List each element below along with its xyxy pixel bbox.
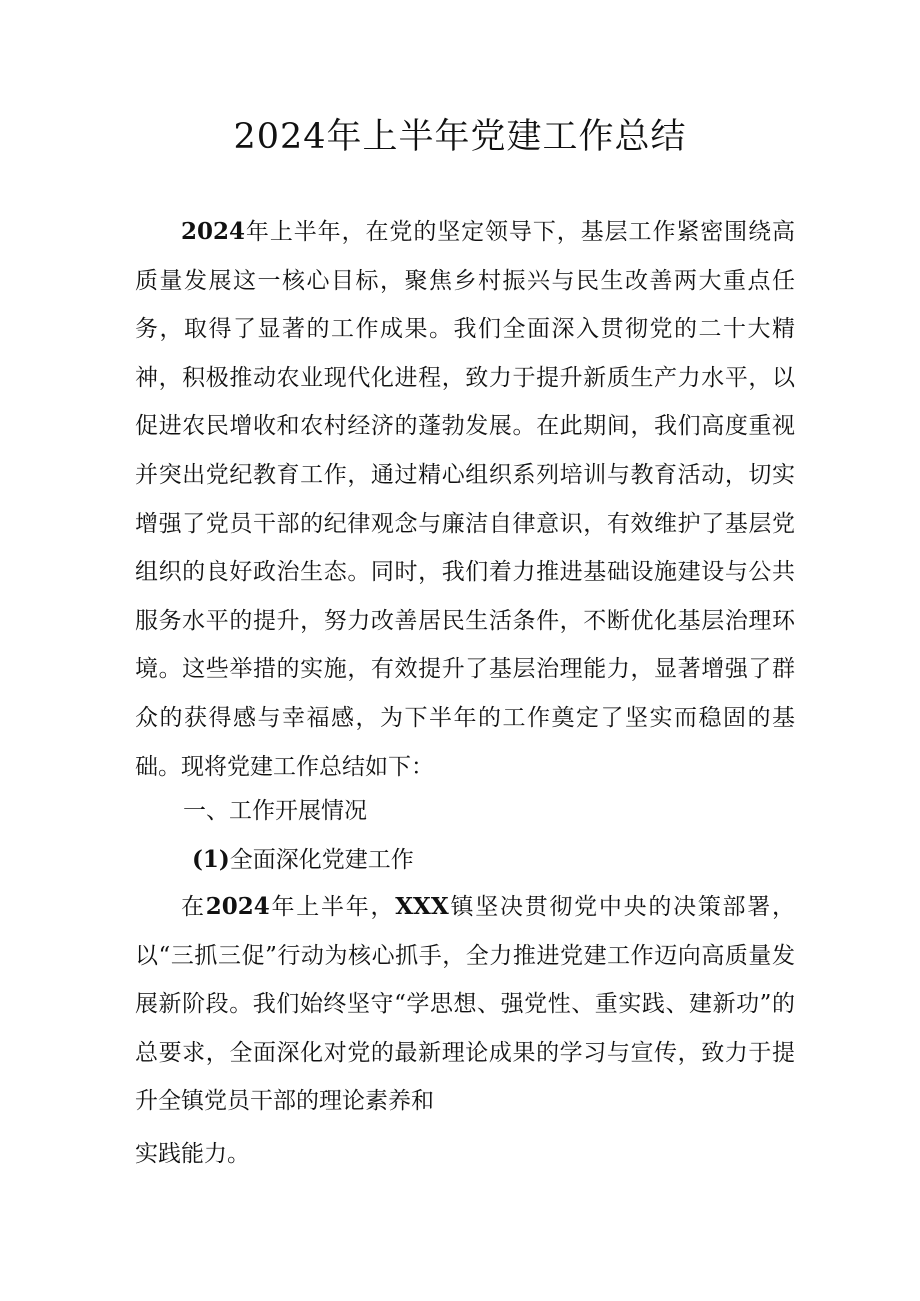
paragraph-mid: 年上半年， xyxy=(269,894,396,920)
paragraph-year: 2024 xyxy=(205,893,270,920)
section-heading: 一、工作开展情况 xyxy=(183,798,367,824)
intro-year: 2024 xyxy=(181,218,246,245)
paragraph-lead: 在 xyxy=(181,894,206,920)
intro-paragraph xyxy=(135,208,795,791)
paragraph-text: 镇坚决贯彻党中央的决策部署，以“三抓三促”行动为核心抓手，全力推进党建工作迈向高质量发展新阶段。我们始终坚守“学思想、强党性、重实践、建新功”的总要求，全面深化对党的最新理论成果的学习与宣传，致力于提升全镇党员干部的理论素养和 xyxy=(135,894,796,1115)
subsection-heading xyxy=(192,836,792,885)
body-paragraph xyxy=(135,883,795,1126)
town-name: XXX xyxy=(395,893,449,920)
intro-text: 年上半年，在党的坚定领导下，基层工作紧密围绕高质量发展这一核心目标，聚焦乡村振兴与民生改善两大重点任务，取得了显著的工作成果。我们全面深入贯彻党的二十大精神，积极推动农业现代化进程，致力于提升新质生产力水平，以促进农民增收和农村经济的蓬勃发展。在此期间，我们高度重视并突出党纪教育工作，通过精心组织系列培训与教育活动，切实增强了党员干部的纪律观念与廉洁自律意识，有效维护了基层党组织的良好政治生态。同时，我们着力推进基础设施建设与公共服务水平的提升，努力改善居民生活条件，不断优化基层治理环境。这些举措的实施，有效提升了基层治理能力，显著增强了群众的获得感与幸福感，为下半年的工作奠定了坚实而稳固的基础。现将党建工作总结如下： xyxy=(135,219,795,780)
subsection-title: 全面深化党建工作 xyxy=(229,847,414,873)
body-paragraph-continuation: 实践能力。 xyxy=(135,1141,250,1167)
document-title: 2024年上半年党建工作总结 xyxy=(233,117,687,157)
subsection-number: (1) xyxy=(192,846,230,873)
